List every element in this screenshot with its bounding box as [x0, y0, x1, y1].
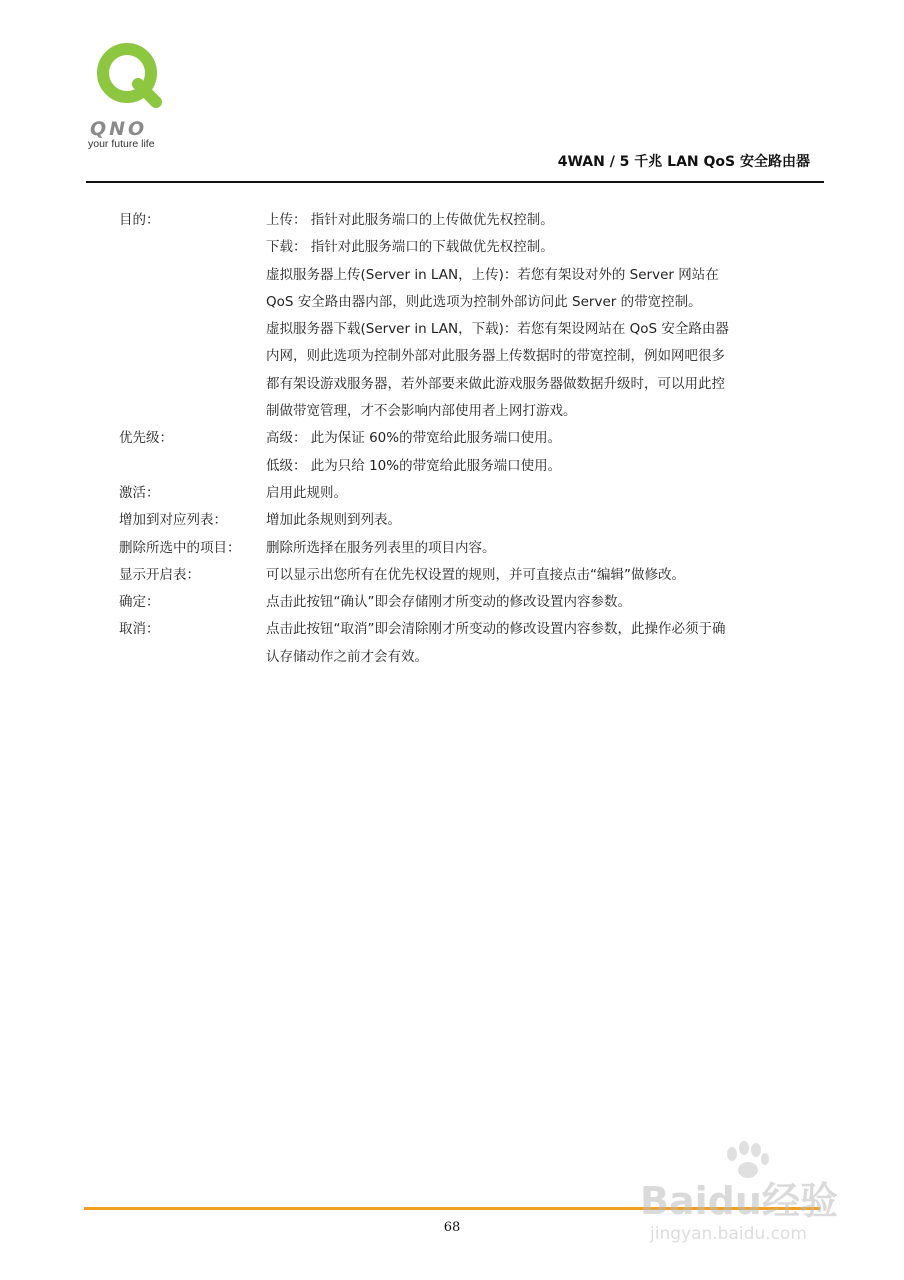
- baidu-watermark: [640, 1140, 855, 1270]
- page-number: 68: [443, 1220, 461, 1235]
- definition-description: [266, 262, 788, 317]
- definition-description: [266, 453, 788, 480]
- definition-term: [119, 453, 266, 480]
- definition-description: [266, 616, 788, 671]
- description-line: 点击此按钮“取消”即会清除刚才所变动的修改设置内容参数，此操作必须于确: [266, 621, 726, 638]
- watermark-text: Baidu经验: [640, 1179, 838, 1223]
- definition-description: [266, 425, 788, 452]
- description-line: 下载： 指针对此服务端口的下载做优先权控制。: [266, 239, 554, 256]
- definition-row: [119, 453, 799, 480]
- definition-row: [119, 207, 799, 234]
- description-line: 上传： 指针对此服务端口的上传做优先权控制。: [266, 212, 554, 228]
- definition-row: [119, 425, 799, 452]
- definition-description: [266, 234, 788, 261]
- definition-row: [119, 589, 799, 616]
- description-line: 都有架设游戏服务器，若外部要来做此游戏服务器做数据升级时，可以用此控: [266, 375, 725, 392]
- q-logo-icon: [94, 40, 164, 110]
- definition-list: [119, 207, 799, 671]
- description-line: 低级： 此为只给 10%的带宽给此服务端口使用。: [266, 457, 562, 474]
- description-line: 虚拟服务器上传(Server in LAN，上传)：若您有架设对外的 Server 网站在: [266, 266, 719, 283]
- description-line: 可以显示出您所有在优先权设置的规则，并可直接点击“编辑”做修改。: [266, 566, 685, 583]
- definition-description: [266, 562, 788, 589]
- definition-term: 增加到对应列表：: [119, 512, 227, 529]
- description-line: QoS 安全路由器内部，则此选项为控制外部访问此 Server 的带宽控制。: [266, 293, 702, 310]
- description-line: 内网，则此选项为控制外部对此服务器上传数据时的带宽控制，例如网吧很多: [266, 348, 725, 365]
- description-line: 认存储动作之前才会有效。: [266, 648, 428, 665]
- description-line: 点击此按钮“确认”即会存储刚才所变动的修改设置内容参数。: [266, 594, 631, 611]
- description-line: 增加此条规则到列表。: [266, 512, 401, 529]
- definition-row: [119, 234, 799, 261]
- qno-logo: [88, 40, 178, 152]
- definition-term: 取消：: [119, 621, 160, 638]
- definition-term: 删除所选中的项目：: [119, 539, 241, 556]
- definition-term: 激活：: [119, 484, 160, 501]
- definition-term: 显示开启表：: [119, 566, 200, 583]
- definition-term: 确定：: [119, 594, 160, 611]
- watermark-url: jingyan.baidu.com: [650, 1224, 807, 1244]
- description-line: 虚拟服务器下载(Server in LAN，下载)：若您有架设网站在 QoS 安全路由器: [266, 321, 729, 338]
- definition-term: [119, 316, 266, 425]
- definition-row: [119, 616, 799, 671]
- definition-row: [119, 507, 799, 534]
- definition-row: [119, 535, 799, 562]
- definition-row: [119, 562, 799, 589]
- definition-term: 目的：: [119, 212, 160, 228]
- logo-tagline: your future life: [88, 138, 155, 150]
- definition-description: [266, 535, 788, 562]
- definition-description: [266, 480, 788, 507]
- header-divider: [86, 181, 824, 183]
- definition-description: [266, 207, 788, 234]
- definition-row: [119, 480, 799, 507]
- description-line: 制做带宽管理，才不会影响内部使用者上网打游戏。: [266, 403, 577, 420]
- definition-description: [266, 589, 788, 616]
- description-line: 删除所选择在服务列表里的项目内容。: [266, 539, 496, 556]
- definition-term: [119, 234, 266, 261]
- definition-term: 优先级：: [119, 430, 173, 447]
- document-title: 4WAN / 5 千兆 LAN QoS 安全路由器: [557, 154, 810, 170]
- logo-word: QNO: [90, 118, 148, 140]
- description-line: 高级： 此为保证 60%的带宽给此服务端口使用。: [266, 430, 562, 447]
- description-line: 启用此规则。: [266, 484, 347, 501]
- definition-term: [119, 262, 266, 317]
- definition-description: [266, 316, 788, 425]
- definition-description: [266, 507, 788, 534]
- definition-row: [119, 262, 799, 317]
- definition-row: [119, 316, 799, 425]
